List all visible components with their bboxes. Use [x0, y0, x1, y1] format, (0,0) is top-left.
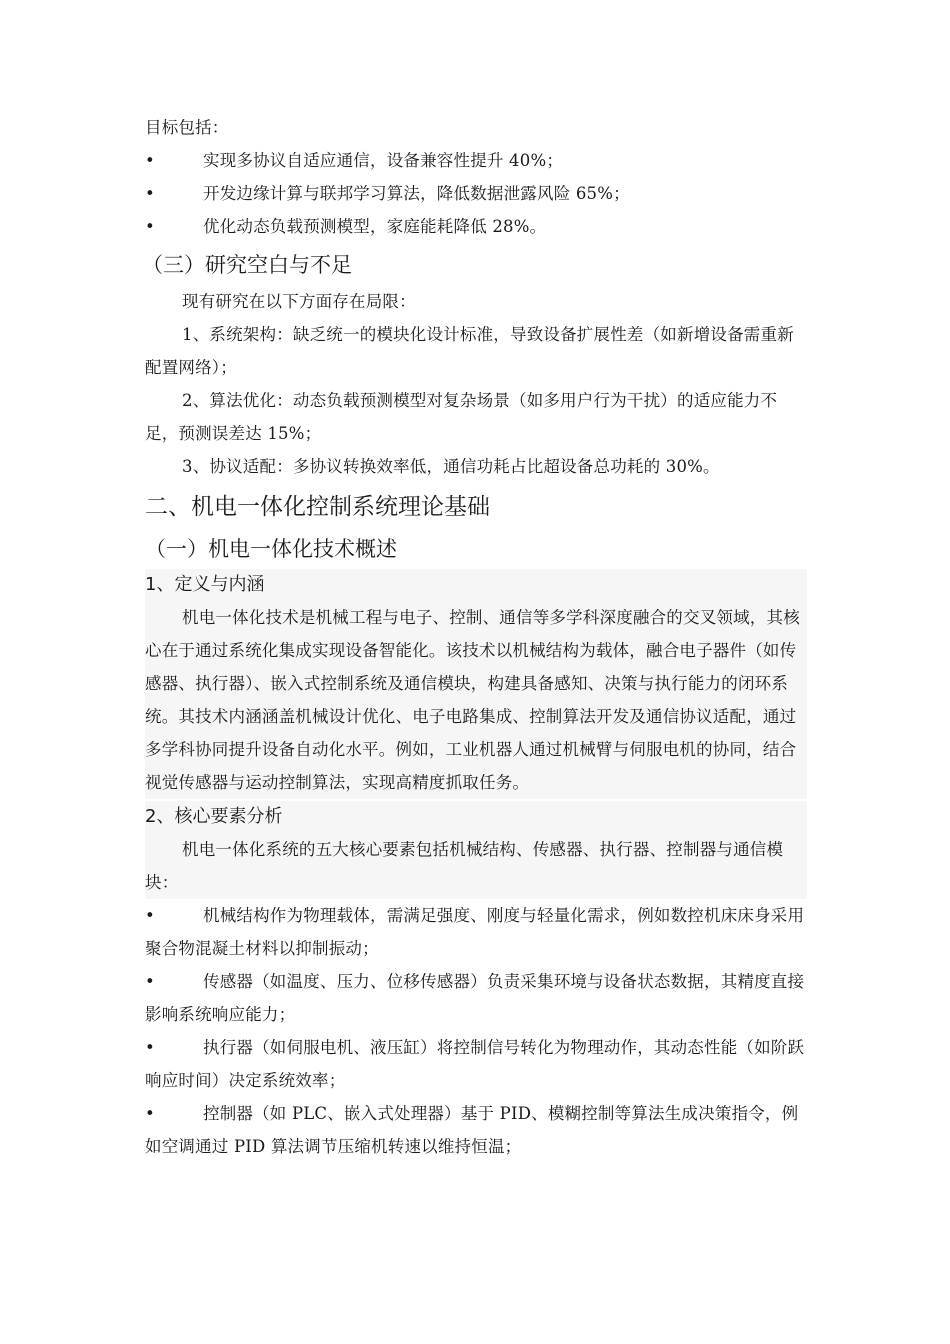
- chapter-heading: 二、机电一体化控制系统理论基础: [145, 494, 490, 520]
- bullet-icon: •: [145, 217, 155, 236]
- subsection-heading: （一）机电一体化技术概述: [145, 537, 397, 561]
- definition-heading: 1、定义与内涵: [145, 574, 265, 595]
- limitation-item: 3、协议适配：多协议转换效率低，通信功耗占比超设备总功耗的 30%。: [182, 457, 720, 476]
- section-heading: （三）研究空白与不足: [142, 253, 352, 277]
- bullet-icon: •: [145, 151, 155, 170]
- document-page: [142, 0, 807, 1163]
- definition-text: 机电一体化技术是机械工程与电子、控制、通信等多学科深度融合的交叉领域，其核心在于通过系统化集成实现设备智能化。该技术以机械结构为载体，融合电子器件（如传感器、执行器）、嵌入式控制系统及通信模块，构建具备感知、决策与执行能力的闭环系统。其技术内涵涵盖机械设计优化、电子电路集成、控制算法开发及通信协议适配，通过多学科协同提升设备自动化水平。例如，工业机器人通过机械臂与伺服电机的协同，结合视觉传感器与运动控制算法，实现高精度抓取任务。: [145, 608, 800, 792]
- section-lead: 现有研究在以下方面存在局限：: [182, 292, 416, 311]
- goal-item: • 实现多协议自适应通信，设备兼容性提升 40%；: [145, 144, 807, 177]
- limitation-item: 2、算法优化：动态负载预测模型对复杂场景（如多用户行为干扰）的适应能力不足，预测误差达 15%；: [145, 391, 778, 443]
- core-block: [145, 801, 807, 899]
- core-item: • 传感器（如温度、压力、位移传感器）负责采集环境与设备状态数据，其精度直接影响系统响应能力；: [145, 965, 807, 1031]
- goal-item: • 优化动态负载预测模型，家庭能耗降低 28%。: [145, 210, 807, 243]
- core-item: • 执行器（如伺服电机、液压缸）将控制信号转化为物理动作，其动态性能（如阶跃响应时间）决定系统效率；: [145, 1031, 807, 1097]
- goal-item: • 开发边缘计算与联邦学习算法，降低数据泄露风险 65%；: [145, 177, 807, 210]
- goals-intro: 目标包括：: [145, 118, 229, 137]
- core-heading: 2、核心要素分析: [145, 806, 283, 827]
- bullet-icon: •: [145, 1104, 155, 1123]
- core-item: • 控制器（如 PLC、嵌入式处理器）基于 PID、模糊控制等算法生成决策指令，例如空调通过 PID 算法调节压缩机转速以维持恒温；: [145, 1097, 807, 1163]
- definition-block: [145, 569, 807, 799]
- bullet-icon: •: [145, 1038, 155, 1057]
- bullet-icon: •: [145, 184, 155, 203]
- limitation-item: 1、系统架构：缺乏统一的模块化设计标准，导致设备扩展性差（如新增设备需重新配置网络）；: [145, 325, 794, 377]
- bullet-icon: •: [145, 906, 155, 925]
- core-item: • 机械结构作为物理载体，需满足强度、刚度与轻量化需求，例如数控机床床身采用聚合物混凝土材料以抑制振动；: [145, 899, 807, 965]
- bullet-icon: •: [145, 972, 155, 991]
- core-text: 机电一体化系统的五大核心要素包括机械结构、传感器、执行器、控制器与通信模块：: [145, 840, 784, 892]
